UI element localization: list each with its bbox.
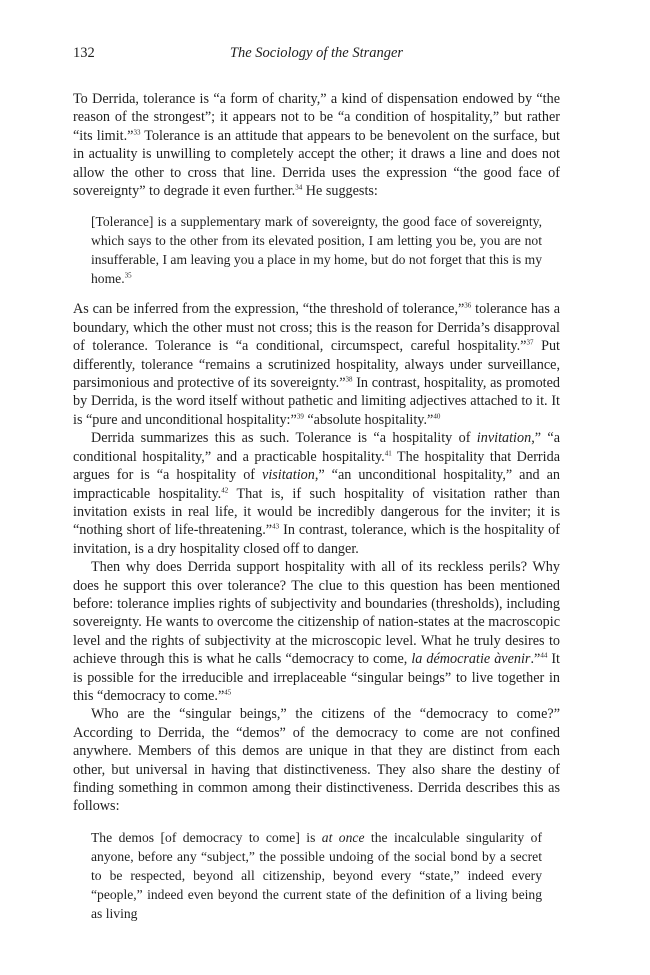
text-run: ,” “an unconditional hospitality,” and an impracticable hospitality.: [73, 467, 561, 502]
running-title: The Sociology of the Stranger: [229, 45, 404, 61]
text-run: Derrida summarizes this as such. Tolerance is “a hospitality of: [91, 430, 477, 447]
italic-text: invitation: [476, 430, 532, 447]
text-run: The hospitality that Derrida argues for is “a hospitality of: [73, 448, 560, 484]
text-run: To Derrida, tolerance is “a form of charity,” a kind of dispensation endowed by “the reason of the strongest”; it appears not to be “a condition of hospitality,” but rather “its limit.”: [73, 91, 560, 144]
text-run: [Tolerance] is a supplementary mark of sovereignty, the good face of sovereignty, which says to the other from its elevated position, I am letting you be, you are not insufferable, I am leaving you a place in my home, but do not forget that this is my home.: [91, 214, 542, 287]
footnote-ref: 36: [464, 301, 472, 310]
paragraph: [73, 705, 560, 815]
footnote-ref: 33: [133, 128, 141, 137]
italic-text: la démocratie àvenir: [411, 651, 531, 668]
text-run: In contrast, hospitality, as promoted by Derrida, is the word itself without pathetic and limiting adjectives attached to it. It is “pure and unconditional hospitality:”: [73, 375, 560, 428]
text-run: the incalculable singularity of anyone, before any “subject,” the possible undoing of the social bond by a secret to be respected, beyond all citizenship, beyond every “state,” indeed every “people,” indeed even beyond the current state of the definition of a living being as living: [91, 829, 542, 921]
footnote-ref: 37: [526, 338, 534, 347]
footnote-ref: 42: [221, 485, 229, 494]
text-run: .”: [530, 651, 541, 668]
text-run: In contrast, tolerance, which is the hospitality of invitation, is a dry hospitality closed off to danger.: [73, 522, 561, 557]
footnote-ref: 41: [384, 448, 392, 457]
italic-text: visitation: [262, 467, 315, 484]
body-text: [73, 90, 560, 935]
text-run: He suggests:: [302, 183, 378, 200]
page-number: 132: [73, 45, 95, 61]
text-run: “absolute hospitality.”: [303, 411, 434, 428]
footnote-ref: 43: [272, 522, 280, 531]
text-run: Tolerance is an attitude that appears to be benevolent on the surface, but in actuality is unwilling to completely accept the other; it draws a line and does not allow the other to cross that line. Derrida uses the expression “the good face of sovereignty” to degrade it even further.: [73, 127, 560, 200]
footnote-ref: 35: [124, 271, 132, 280]
text-run: Put differently, tolerance “remains a scrutinized hospitality, always under surveillance, parsimonious and protective of its sovereignty.”: [73, 338, 560, 392]
footnote-ref: 44: [540, 651, 548, 660]
page-header: [73, 45, 560, 67]
footnote-ref: 38: [345, 375, 353, 384]
italic-text: at once: [321, 829, 365, 845]
block-quote: [91, 828, 542, 923]
paragraph: [73, 429, 560, 558]
footnote-ref: 39: [296, 412, 304, 421]
block-quote: [91, 212, 542, 288]
paragraph: [73, 90, 560, 200]
footnote-ref: 40: [433, 412, 441, 421]
text-run: As can be inferred from the expression, “the threshold of tolerance,”: [73, 301, 465, 318]
text-run: tolerance has a boundary, which the other must not cross; this is the reason for Derrida’s disapproval of tolerance. Tolerance is “a conditional, circumspect, careful hospitality.”: [73, 301, 560, 355]
footnote-ref: 45: [224, 688, 232, 697]
footnote-ref: 34: [295, 183, 303, 192]
text-run: Who are the “singular beings,” the citizens of the “democracy to come?” According to Derrida, the “demos” of the democracy to come are not confined anywhere. Members of this demos are unique in that they are distinct from each other, but universal in having that distinctiveness. They also share the destiny of finding something in common among their distinctiveness. Derrida describes this as follows:: [73, 706, 560, 815]
text-run: It is possible for the irreducible and irreplaceable “singular beings” to live together in this “democracy to come.”: [73, 651, 560, 704]
paragraph: [73, 300, 560, 429]
text-run: The demos [of democracy to come] is: [91, 829, 322, 845]
text-run: ,” “a conditional hospitality,” and a practicable hospitality.: [73, 430, 560, 465]
text-run: Then why does Derrida support hospitality with all of its reckless perils? Why does he support this over tolerance? The clue to this question has been mentioned before: tolerance implies rights of subjectivity and boundaries (thresholds), including sovereignty. He wants to overcome the citizenship of nation-states at the macroscopic level and the rights of subjectivity at the microscopic level. What he truly desires to achieve through this is what he calls “democracy to come,: [73, 559, 560, 668]
text-run: That is, if such hospitality of visitation rather than invitation exists in real life, it would be incredibly dangerous for the inviter; it is “nothing short of life-threatening.”: [73, 485, 560, 539]
paragraph: [73, 558, 560, 705]
